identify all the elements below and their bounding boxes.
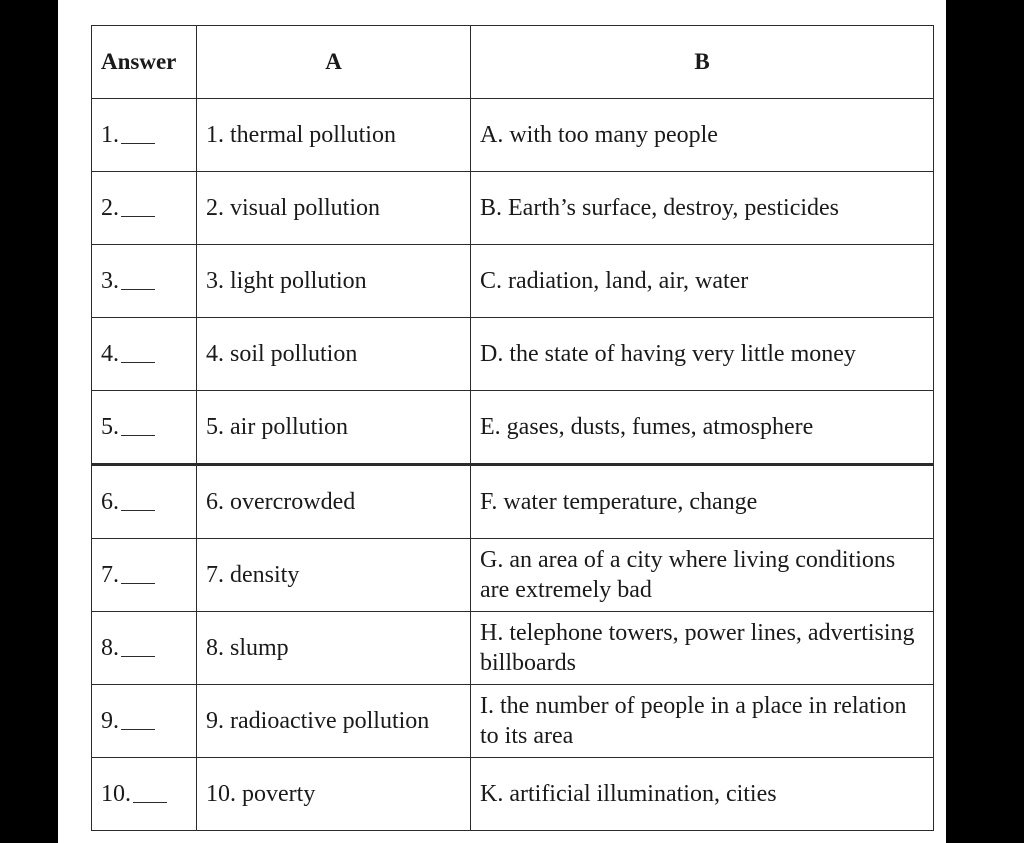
answer-blank[interactable] xyxy=(121,729,155,730)
answer-blank[interactable] xyxy=(133,802,167,803)
answer-cell[interactable] xyxy=(92,318,197,391)
column-a-cell: 4. soil pollution xyxy=(197,318,471,391)
column-a-cell: 9. radioactive pollution xyxy=(197,685,471,758)
header-column-a: A xyxy=(197,26,471,99)
table-row xyxy=(92,245,934,318)
table-row xyxy=(92,318,934,391)
column-b-cell: B. Earth’s surface, destroy, pesticides xyxy=(471,172,934,245)
column-b-cell: K. artificial illumination, cities xyxy=(471,758,934,831)
worksheet-page xyxy=(58,0,946,843)
column-b-cell: A. with too many people xyxy=(471,99,934,172)
answer-cell[interactable] xyxy=(92,539,197,612)
matching-table xyxy=(91,25,934,831)
column-b-cell: I. the number of people in a place in relation to its area xyxy=(471,685,934,758)
column-b-cell: G. an area of a city where living conditions are extremely bad xyxy=(471,539,934,612)
table-row xyxy=(92,612,934,685)
answer-number: 1. xyxy=(101,122,119,148)
column-b-cell: D. the state of having very little money xyxy=(471,318,934,391)
answer-number: 5. xyxy=(101,414,119,440)
column-a-cell: 3. light pollution xyxy=(197,245,471,318)
column-b-cell: C. radiation, land, air, water xyxy=(471,245,934,318)
answer-blank[interactable] xyxy=(121,362,155,363)
answer-cell[interactable] xyxy=(92,685,197,758)
answer-number: 3. xyxy=(101,268,119,294)
answer-blank[interactable] xyxy=(121,143,155,144)
answer-cell[interactable] xyxy=(92,465,197,539)
table-row xyxy=(92,172,934,245)
answer-number: 9. xyxy=(101,708,119,734)
column-a-cell: 8. slump xyxy=(197,612,471,685)
answer-cell[interactable] xyxy=(92,99,197,172)
answer-number: 2. xyxy=(101,195,119,221)
answer-number: 7. xyxy=(101,562,119,588)
column-a-cell: 7. density xyxy=(197,539,471,612)
answer-cell[interactable] xyxy=(92,758,197,831)
answer-blank[interactable] xyxy=(121,289,155,290)
header-answer: Answer xyxy=(92,26,197,99)
table-row xyxy=(92,391,934,465)
answer-number: 4. xyxy=(101,341,119,367)
table-row xyxy=(92,539,934,612)
column-a-cell: 2. visual pollution xyxy=(197,172,471,245)
column-b-cell: F. water temperature, change xyxy=(471,465,934,539)
answer-blank[interactable] xyxy=(121,216,155,217)
table-row xyxy=(92,99,934,172)
table-row xyxy=(92,685,934,758)
answer-number: 10. xyxy=(101,781,131,807)
column-b-cell: H. telephone towers, power lines, advertising billboards xyxy=(471,612,934,685)
answer-blank[interactable] xyxy=(121,656,155,657)
column-a-cell: 6. overcrowded xyxy=(197,465,471,539)
table-row xyxy=(92,465,934,539)
answer-blank[interactable] xyxy=(121,583,155,584)
column-a-cell: 1. thermal pollution xyxy=(197,99,471,172)
table-row xyxy=(92,758,934,831)
header-column-b: B xyxy=(471,26,934,99)
column-a-cell: 5. air pollution xyxy=(197,391,471,465)
column-b-cell: E. gases, dusts, fumes, atmosphere xyxy=(471,391,934,465)
answer-cell[interactable] xyxy=(92,391,197,465)
answer-cell[interactable] xyxy=(92,245,197,318)
answer-cell[interactable] xyxy=(92,612,197,685)
answer-number: 6. xyxy=(101,489,119,515)
table-header-row xyxy=(92,26,934,99)
answer-cell[interactable] xyxy=(92,172,197,245)
column-a-cell: 10. poverty xyxy=(197,758,471,831)
answer-blank[interactable] xyxy=(121,510,155,511)
answer-number: 8. xyxy=(101,635,119,661)
answer-blank[interactable] xyxy=(121,435,155,436)
